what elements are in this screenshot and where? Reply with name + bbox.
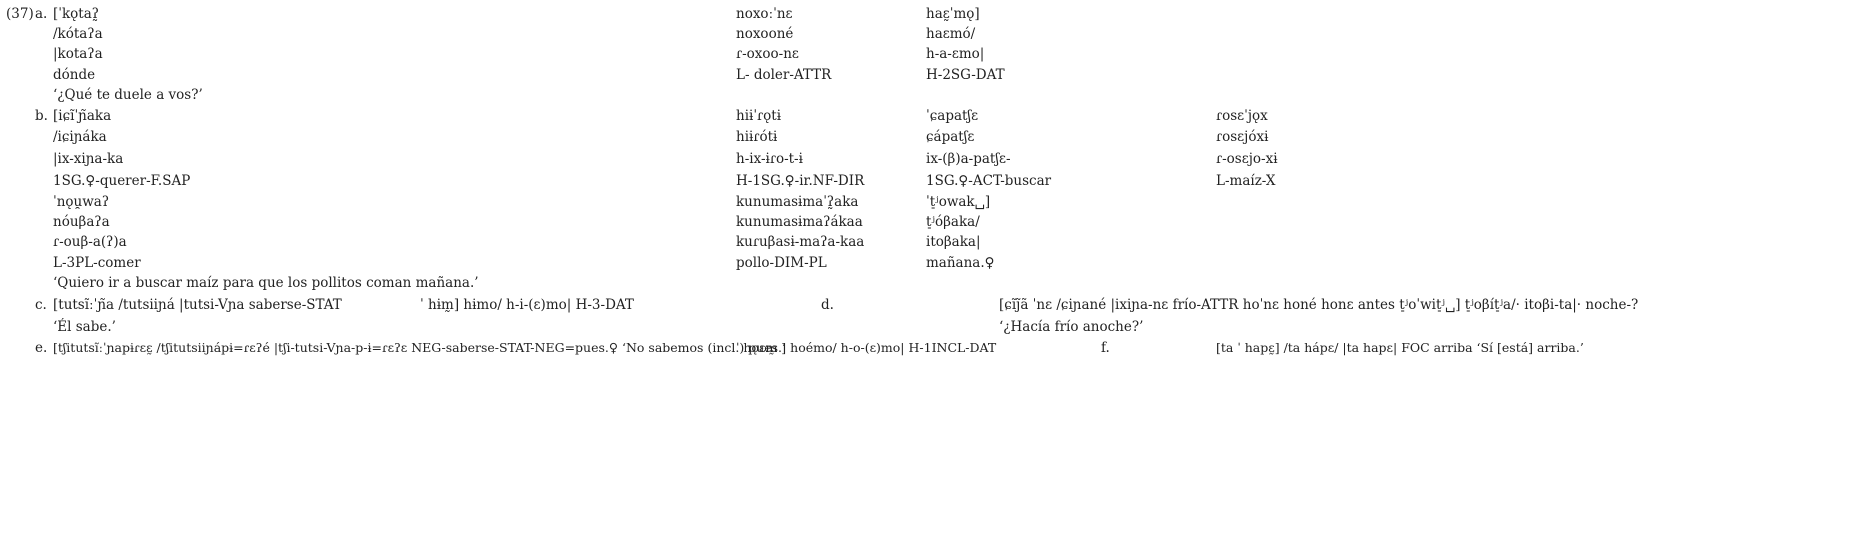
b-col3-line: ɕápatʃɛ (926, 129, 975, 145)
a-col2-gloss: L- doler-ATTR (736, 67, 832, 83)
f-transcription: [ta ˈ hapɛ̰] /ta hápɛ/ |ta hapɛ| FOC arriba ‘Sí [está] arriba.’ (1216, 340, 1584, 355)
b-col1-line: |ix-xiɲa-ka (53, 151, 124, 167)
b-col1-line: L-3PL-comer (53, 255, 141, 271)
b-col1-line: 1SG.♀-querer-F.SAP (53, 173, 191, 189)
b-translation: ‘Quiero ir a buscar maíz para que los pollitos coman mañana.’ (53, 275, 479, 291)
a-translation: ‘¿Qué te duele a vos?’ (53, 87, 203, 103)
a-col1-morphological: |kotaʔa (53, 46, 103, 62)
b-col4-line: ɾ-osɛjo-xɨ (1216, 151, 1278, 167)
a-col1-gloss: dónde (53, 67, 96, 83)
a-col2-phonological: noxooné (736, 26, 794, 42)
d-translation: ‘¿Hacía frío anoche?’ (999, 319, 1144, 335)
e-transcription-continued: ˈ hǫɛm̰ ] hoémo/ h-o-(ɛ)mo| H-1INCL-DAT (736, 340, 997, 355)
b-col1-line: ˈnǫu̯waʔ (53, 194, 110, 210)
c-transcription-continued: ˈ hɨm̰] hɨmo/ h-i-(ɛ)mo| H-3-DAT (420, 297, 634, 313)
b-col3-line: t̠ʲóβaka/ (926, 214, 980, 230)
b-col3-line: ˈt̠ʲowak␣] (926, 194, 991, 210)
b-col2-line: kuɾuβasɨ-maʔa-kaa (736, 234, 865, 250)
b-col2-line: h-ix-ɨɾo-t-ɨ (736, 151, 803, 167)
b-col3-line: ˈɕapatʃɛ (926, 108, 979, 124)
b-col3-line: ix-(β)a-patʃɛ- (926, 151, 1011, 167)
b-col2-line: kunumasɨmaʔákaa (736, 214, 863, 230)
c-translation: ‘Él sabe.’ (53, 319, 116, 335)
a-col1-phonetic: [ˈkǫtaʔ̰ (53, 6, 99, 22)
item-label-a: a. (35, 6, 48, 22)
b-col1-line: [iɕĩˈɲ̃aka (53, 108, 112, 124)
e-transcription: [tʃitutsĩːˈɲapɨɾɛɛ̰ /tʃitutsiiɲápɨ=ɾɛʔé |tʃi-tutsi-Vɲa-p-ɨ=ɾɛʔɛ NEG-saberse-STAT-NEG=pues.♀ ‘No sabemos (incl.) pues.’ (53, 340, 787, 355)
a-col3-morphological: h-a-ɛmo| (926, 46, 985, 62)
b-col2-line: pollo-DIM-PL (736, 255, 827, 271)
b-col3-line: itoβaka| (926, 234, 981, 250)
b-col2-line: H-1SG.♀-ir.NF-DIR (736, 173, 865, 189)
item-label-f: f. (1101, 340, 1110, 356)
b-col1-line: nóuβaʔa (53, 214, 110, 230)
b-col4-line: ɾosɛˈjǫx (1216, 108, 1268, 124)
b-col3-line: mañana.♀ (926, 255, 995, 271)
b-col4-line: L-maíz-X (1216, 173, 1276, 189)
b-col2-line: hiɨˈɾǫtɨ (736, 108, 782, 124)
b-col4-line: ɾosɛjóxɨ (1216, 129, 1269, 145)
b-col1-line: /iɕiɲáka (53, 129, 107, 145)
b-col1-line: ɾ-ouβ-a(ʔ)a (53, 234, 127, 250)
d-transcription: [ɕĩj̃ã ˈnɛ /ɕiɲané |ixiɲa-nɛ frío-ATTR hoˈnɛ honé honɛ antes t̠ʲoˈwit̠ʲ␣] t̠ʲoβít̠ʲa/· itoβi-ta|· noche-? (999, 297, 1639, 313)
example-number: (37) (6, 6, 34, 22)
b-col3-line: 1SG.♀-ACT-buscar (926, 173, 1052, 189)
a-col3-gloss: H-2SG-DAT (926, 67, 1005, 83)
a-col2-morphological: ɾ-oxoo-nɛ (736, 46, 799, 62)
item-label-e: e. (35, 340, 48, 356)
a-col1-phonological: /kótaʔa (53, 26, 103, 42)
item-label-d: d. (821, 297, 834, 313)
c-transcription: [tutsĩːˈɲ̃a /tutsiiɲá |tutsi-Vɲa saberse-STAT (53, 297, 342, 313)
item-label-b: b. (35, 108, 48, 124)
b-col2-line: kunumasɨmaˈʔ̰aka (736, 194, 859, 210)
a-col2-phonetic: noxoːˈnɛ (736, 6, 793, 22)
item-label-c: c. (35, 297, 47, 313)
a-col3-phonological: haɛmó/ (926, 26, 976, 42)
a-col3-phonetic: haɛ̰ˈmǫ] (926, 6, 980, 22)
b-col2-line: hiɨɾótɨ (736, 129, 778, 145)
